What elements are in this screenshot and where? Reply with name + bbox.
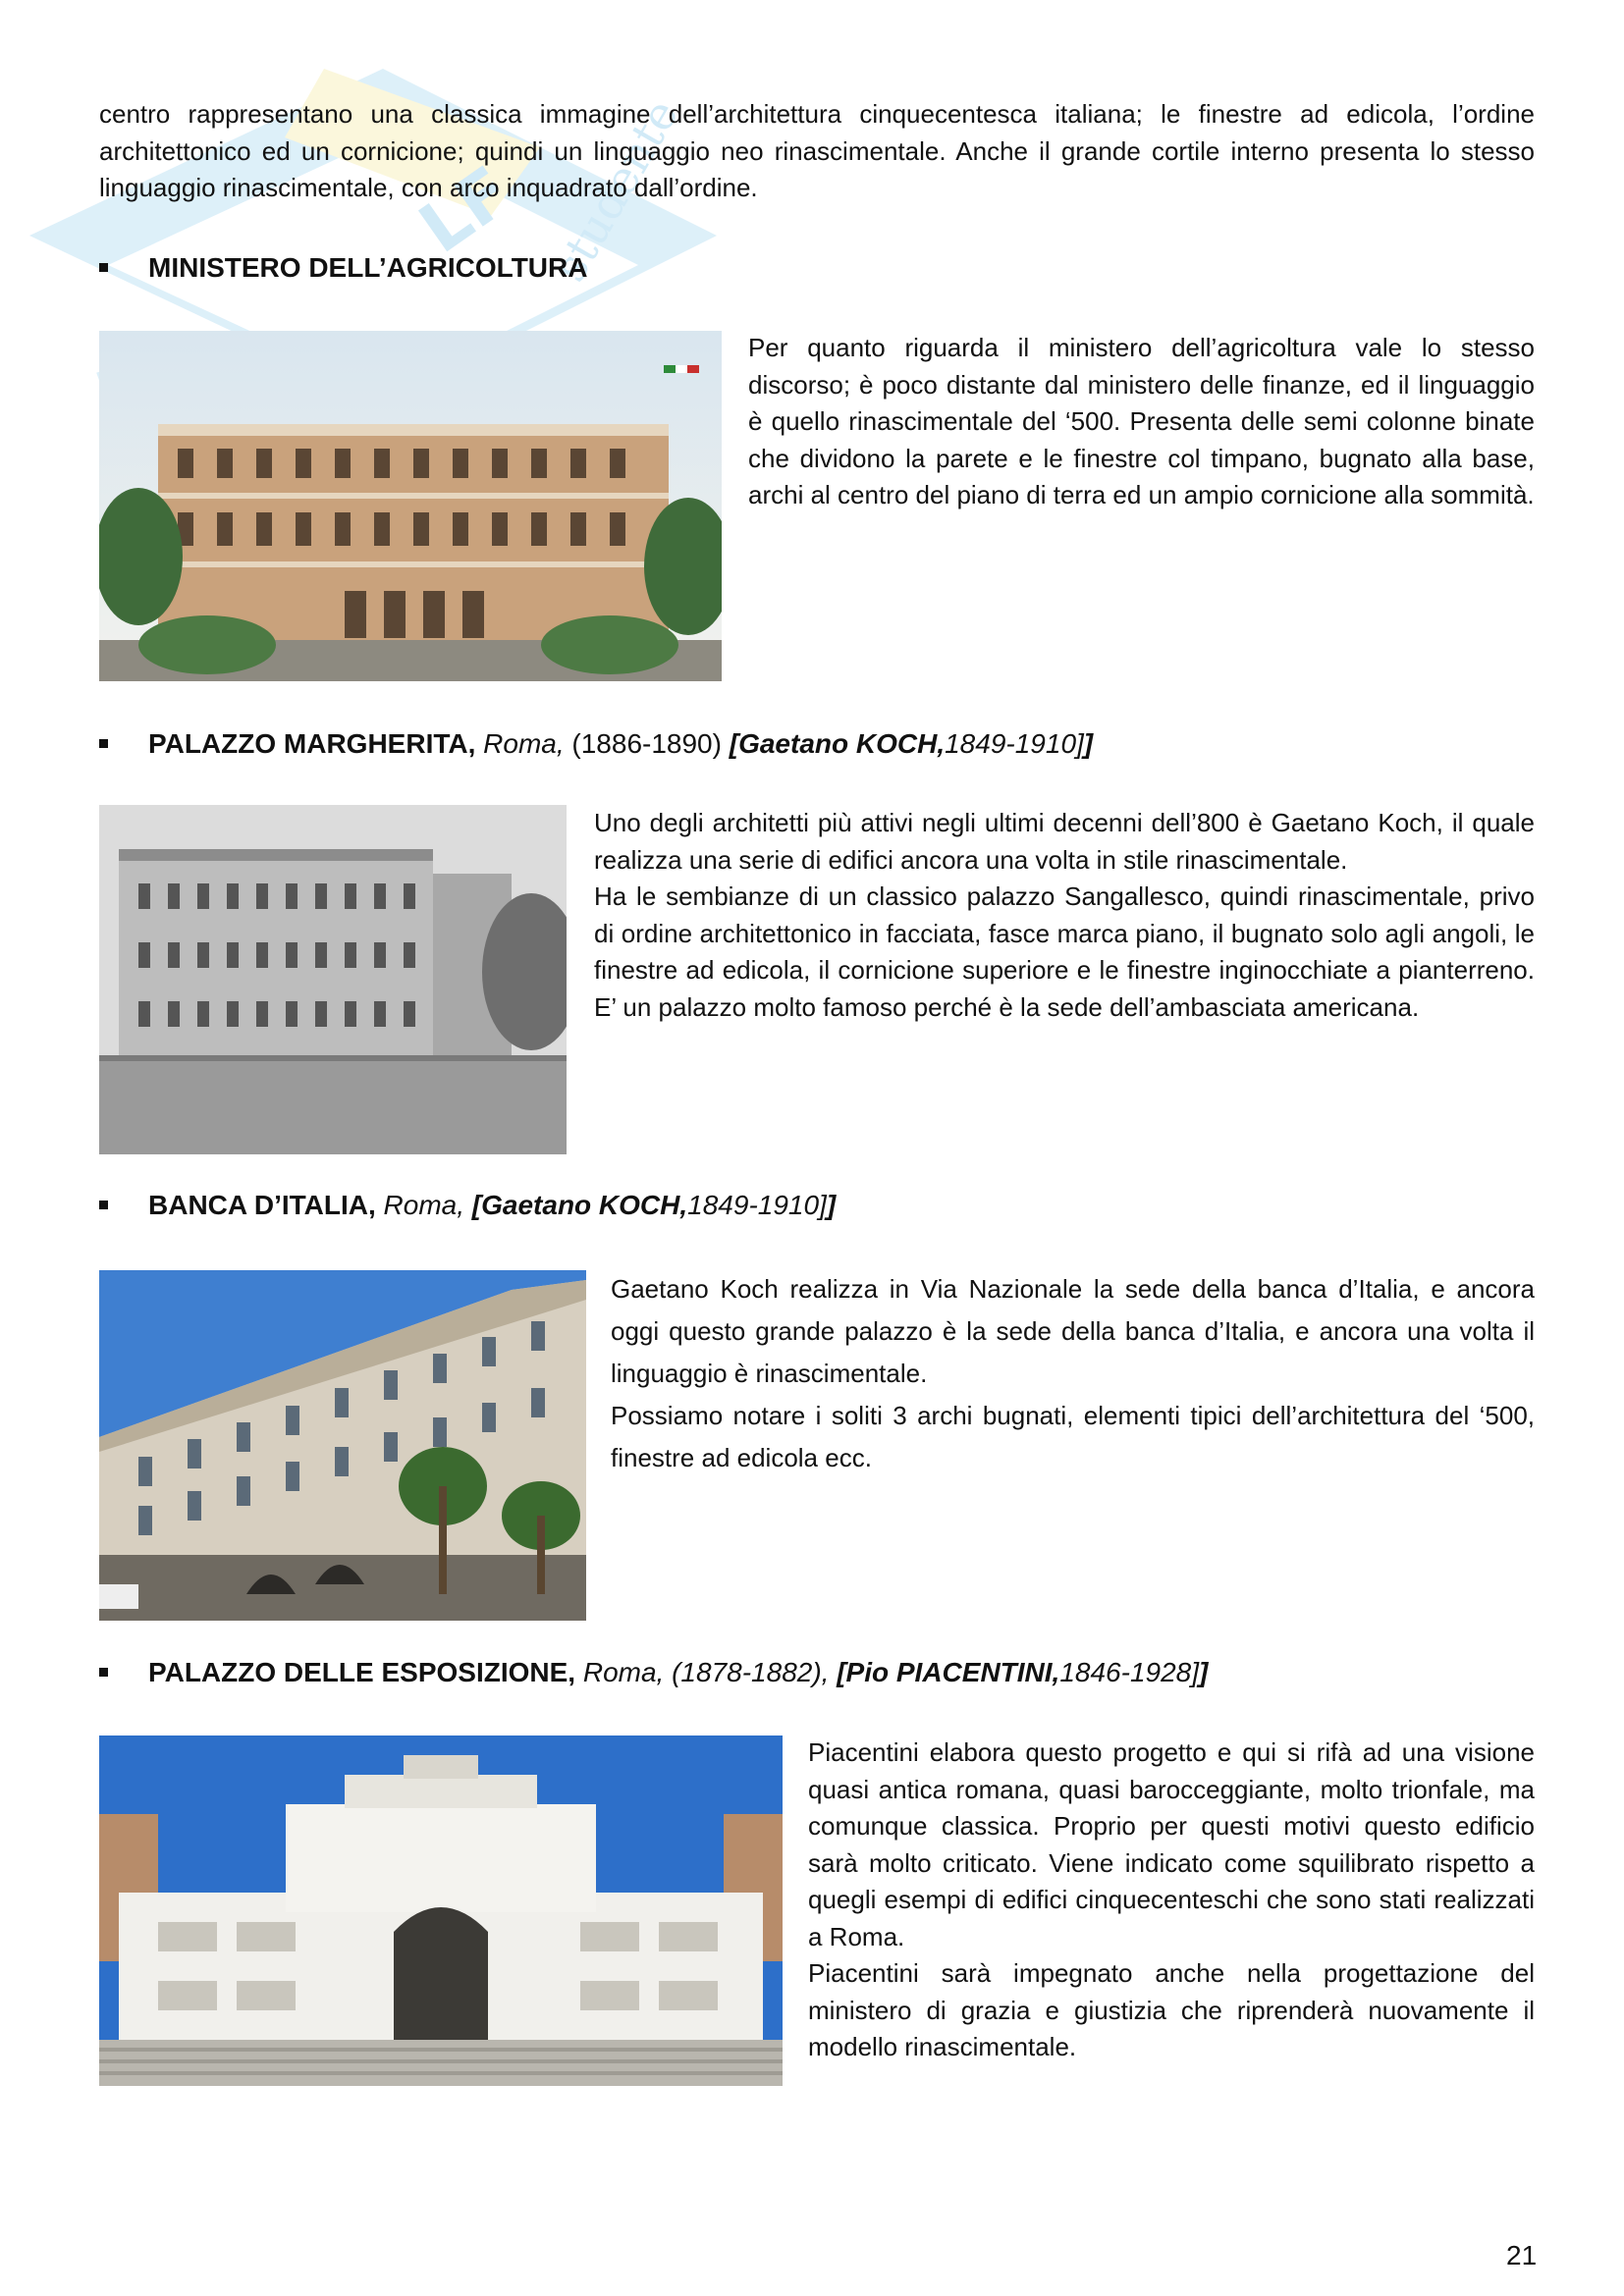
palazzo-esposizione-text <box>808 1735 1535 2066</box>
palazzo-margherita-photo <box>99 805 567 1154</box>
palazzo-margherita-text <box>594 805 1535 1026</box>
section-city: Roma, <box>383 1190 465 1220</box>
page-number: 21 <box>1506 2240 1538 2270</box>
banca-italia-photo <box>99 1270 586 1621</box>
banca-italia-paragraph-1: Gaetano Koch realizza in Via Nazionale la sede della banca d’Italia, e ancora oggi questo grande palazzo è la sede della banca d’Italia, e ancora una volta il linguaggio è rinascimentale. <box>611 1274 1535 1388</box>
ministero-agricoltura-photo <box>99 331 722 681</box>
section-architect: [Gaetano KOCH, <box>471 1190 688 1220</box>
banca-italia-paragraph-2: Possiamo notare i soliti 3 archi bugnati, elementi tipici dell’architettura del ‘500, finestre ad edicola ecc. <box>611 1401 1535 1472</box>
section-title: MINISTERO DELL’AGRICOLTURA <box>148 252 588 283</box>
svg-text:studente: studente <box>542 90 689 291</box>
section-architect: [Pio PIACENTINI, <box>837 1657 1060 1687</box>
palazzo-margherita-paragraph-1: Uno degli architetti più attivi negli ultimi decenni dell’800 è Gaetano Koch, il quale realizza una serie di edifici ancora una volta in stile rinascimentale. <box>594 808 1535 875</box>
document-page: LF studente centro rappresentano una classica immagine dell’architettura cinquecentesca italiana; le finestre ad edicola, l’ordine architettonico ed un cornicione; quindi un linguaggio neo rinascimentale. Anche il grande cortile interno presenta lo stesso linguaggio rinascimentale, con arco inquadrato dall’ordine. MINISTERO DELL’AGRICOLTURA Per quanto riguarda il ministero dell’agricoltura vale lo stesso discorso; è poco distante dal ministero delle finanze, ed il linguaggio è quello rinascimentale del ‘500. Presenta delle semi colonne binate che dividono la parete e le finestre col timpano, bugnato alla base, archi al centro del piano di terra ed un ampio cornicione alla sommità. PALAZZO MARGHERITA, Roma, (1886-1890) [Gaetano KOCH,1849-1910]] Uno degli architetti più attivi negli ultimi decenni dell’800 è Gaetano Koch, il quale realizza una serie di edifici ancora una volta in stile rinascimentale. Ha le sembianze di un classico palazzo Sangallesco, quindi rinascimentale, privo di ordine architettonico in facciata, fasce marca piano, il bugnato solo agli angoli, le finestre ad edicola, il cornicione superiore e le finestre inginocchiate a pianterreno. E’ un palazzo molto famoso perché è la sede dell’ambasciata americana. BANCA D’ITALIA, Roma, [Gaetano KOCH,1849-1910]] Gaetano Koch realizza in Via Nazionale la sede della banca d’Italia, e ancora oggi questo grande palazzo è la sede della banca d’Italia, e ancora una volta il linguaggio è rinascimentale. Possiamo notare i soliti 3 archi bugnati, elementi tipici dell’architettura del ‘500, finestre ad edicola ecc. PALAZZO DELLE ESPOSIZIONE, Roma, (1878-1882), [Pio PIACENTINI,1846-1928]] Piacentini elabora questo progetto e qui si rifà ad una visione quasi antica romana, quasi barocceggiante, molto trionfale, ma comunque classica. Proprio per questi motivi questo edificio sarà molto criticato. Viene indicato come squilibrato rispetto a quegli esempi di edifici cinquecenteschi che sono stati realizzati a Roma. Piacentini sarà impegnato anche nella progettazione del ministero di grazia e giustizia che riprenderà nuovamente il modello rinascimentale. 21 <box>0 0 1624 2296</box>
intro-paragraph: centro rappresentano una classica immagine dell’architettura cinquecentesca italiana; le finestre ad edicola, l’ordine architettonico ed un cornicione; quindi un linguaggio neo rinascimentale. Anche il grande cortile interno presenta lo stesso linguaggio rinascimentale, con arco inquadrato dall’ordine. <box>99 99 1535 202</box>
section-architect-dates: 1849-1910] <box>687 1190 827 1220</box>
section-title: BANCA D’ITALIA, <box>148 1190 376 1220</box>
bullet-icon <box>99 263 108 272</box>
section-title: PALAZZO DELLE ESPOSIZIONE, <box>148 1657 576 1687</box>
section-dates: (1886-1890) <box>571 728 722 759</box>
svg-text:LF: LF <box>405 150 526 269</box>
section-architect-dates: 1849-1910] <box>945 728 1084 759</box>
section-city: Roma, <box>483 728 565 759</box>
bullet-icon <box>99 739 108 748</box>
section-title: PALAZZO MARGHERITA, <box>148 728 476 759</box>
section-architect: [Gaetano KOCH, <box>729 728 946 759</box>
banca-italia-text <box>611 1268 1535 1479</box>
bullet-icon <box>99 1201 108 1209</box>
ministero-agricoltura-text: Per quanto riguarda il ministero dell’agricoltura vale lo stesso discorso; è poco distante dal ministero delle finanze, ed il linguaggio è quello rinascimentale del ‘500. Presenta delle semi colonne binate che dividono la parete e le finestre col timpano, bugnato alla base, archi al centro del piano di terra ed un ampio cornicione alla sommità. <box>748 333 1535 509</box>
bullet-icon <box>99 1668 108 1677</box>
section-city: Roma, (1878-1882), <box>582 1657 830 1687</box>
section-architect-dates: 1846-1928] <box>1059 1657 1200 1687</box>
palazzo-esposizione-paragraph-2: Piacentini sarà impegnato anche nella progettazione del ministero di grazia e giustizia che riprenderà nuovamente il modello rinascimentale. <box>808 1958 1535 2061</box>
palazzo-margherita-paragraph-2: Ha le sembianze di un classico palazzo Sangallesco, quindi rinascimentale, privo di ordine architettonico in facciata, fasce marca piano, il bugnato solo agli angoli, le finestre ad edicola, il cornicione superiore e le finestre inginocchiate a pianterreno. E’ un palazzo molto famoso perché è la sede dell’ambasciata americana. <box>594 881 1535 1022</box>
palazzo-esposizione-photo <box>99 1735 783 2086</box>
palazzo-esposizione-paragraph-1: Piacentini elabora questo progetto e qui si rifà ad una visione quasi antica romana, quasi barocceggiante, molto trionfale, ma comunque classica. Proprio per questi motivi questo edificio sarà molto criticato. Viene indicato come squilibrato rispetto a quegli esempi di edifici cinquecenteschi che sono stati realizzati a Roma. <box>808 1737 1535 1951</box>
